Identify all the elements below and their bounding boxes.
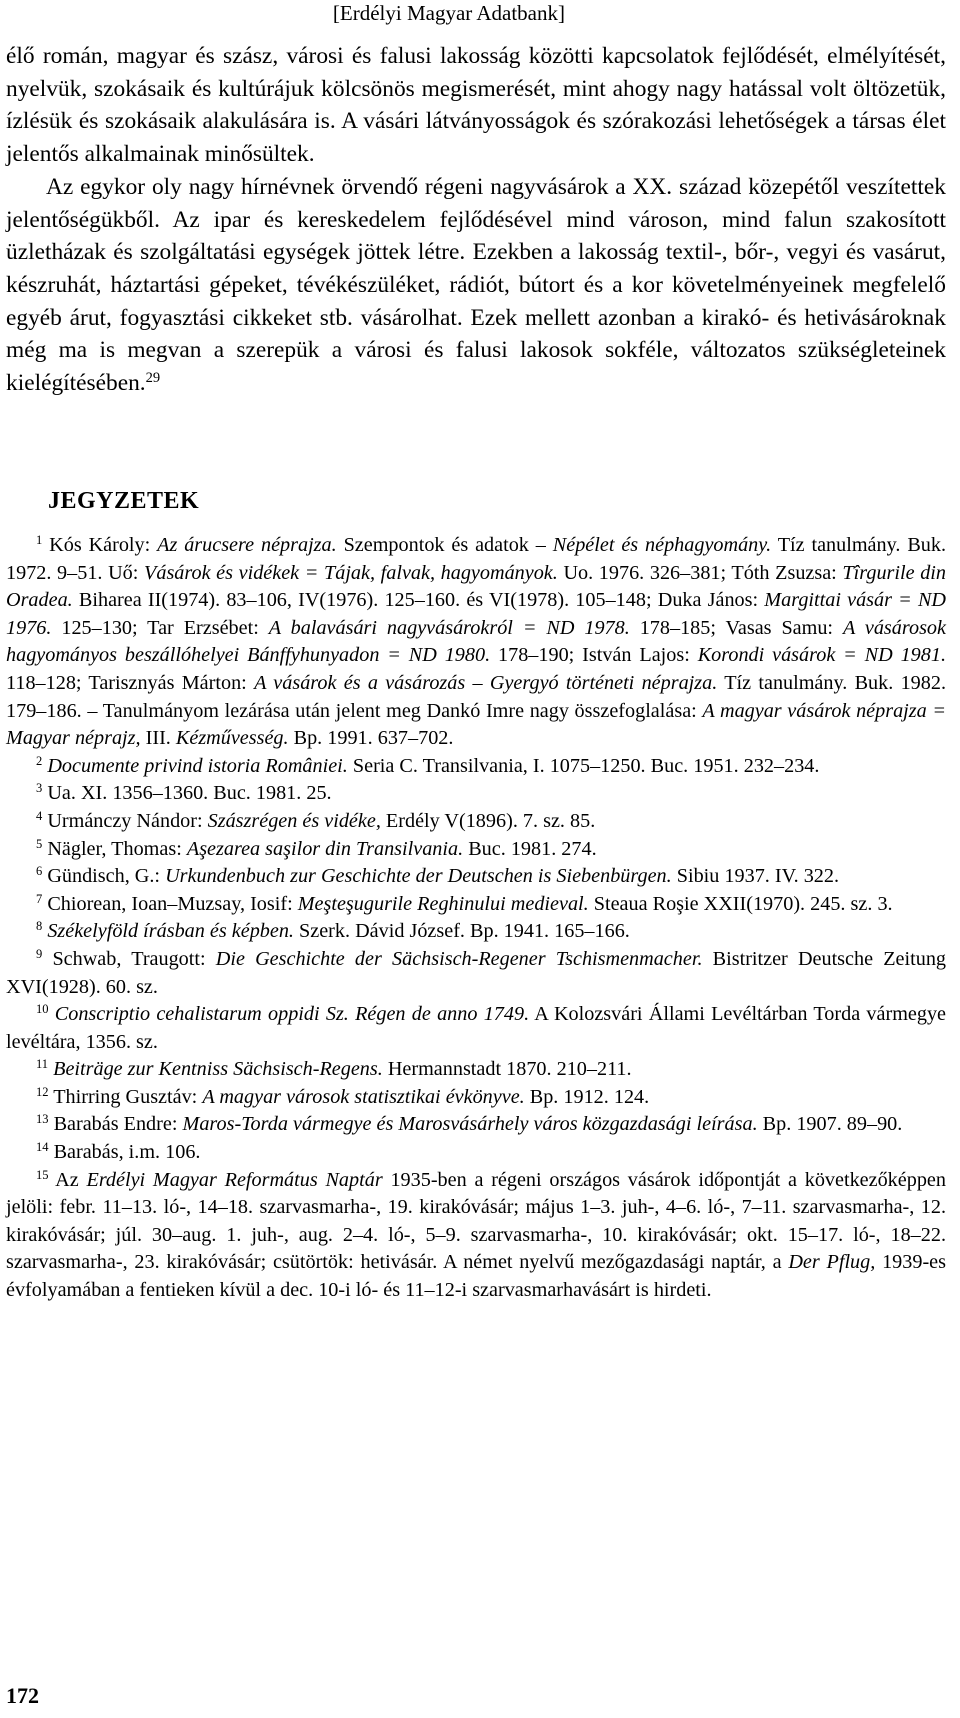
footnote-ref-29: 29 — [145, 370, 161, 387]
note-text: Seria C. Transilvania, I. 1075–1250. Buc. 1951. 232–234. — [347, 754, 820, 777]
note-number: 9 — [36, 947, 43, 962]
note-7 — [6, 891, 946, 919]
note-title: A magyar városok statisztikai évkönyve. — [202, 1085, 525, 1108]
note-15 — [6, 1167, 946, 1305]
note-title: Vásárok és vidékek = Tájak, falvak, hagyományok. — [144, 561, 558, 584]
note-text: Schwab, Traugott: — [52, 947, 216, 970]
note-text: Bistritzer Deutsche Zeitung XVI(1928). 60. sz. — [6, 947, 947, 998]
note-text: Bp. 1991. 637–702. — [288, 727, 454, 750]
note-title: Aşezarea saşilor din Transilvania. — [186, 837, 464, 860]
note-text: A Kolozsvári Állami Levéltárban Torda vármegye levéltára, 1356. sz. — [6, 1003, 946, 1053]
note-title: Szászrégen és vidéke, — [207, 809, 381, 832]
note-8 — [6, 918, 946, 946]
note-text: Steaua Roşie XXII(1970). 245. sz. 3. — [588, 892, 893, 915]
note-text: Bp. 1907. 89–90. — [757, 1113, 903, 1136]
note-text: 1939-es évfolyamában a fentieken kívül a dec. 10-i ló- és 11–12-i szarvasmarhavásárt is hirdeti. — [6, 1251, 946, 1302]
page-header: [Erdélyi Magyar Adatbank] — [332, 1, 565, 25]
notes-heading: JEGYZETEK — [48, 488, 200, 514]
note-text: Tíz tanulmány. Buk. 1972. 9–51. Uő: — [6, 534, 947, 584]
note-number: 4 — [36, 809, 43, 824]
note-title: A balavásári nagyvásárokról = ND 1978. — [268, 616, 630, 639]
note-9 — [6, 946, 946, 1001]
note-title: Die Geschichte der Sächsisch-Regener Tschismenmacher. — [215, 947, 703, 970]
note-text: III. — [140, 727, 176, 750]
note-text: Biharea II(1974). 83–106, IV(1976). 125–160. és VI(1978). 105–148; Duka János: — [72, 589, 765, 612]
note-text: Thirring Gusztáv: — [53, 1085, 203, 1108]
note-title: Meşteşugurile Reghinului medieval. — [297, 892, 589, 915]
note-11 — [6, 1056, 946, 1084]
note-text: Buc. 1981. 274. — [463, 837, 597, 860]
note-text: Gündisch, G.: — [47, 865, 166, 888]
note-number: 12 — [36, 1085, 49, 1099]
note-title: Margittai vásár = ND 1976. — [6, 589, 946, 639]
note-title: Conscriptio cehalistarum oppidi Sz. Régen de anno 1749. — [54, 1003, 530, 1026]
note-number: 3 — [36, 781, 43, 796]
note-text: Az — [55, 1168, 87, 1191]
note-6 — [6, 863, 946, 891]
note-2 — [6, 753, 946, 781]
note-number: 15 — [36, 1167, 49, 1182]
note-number: 7 — [36, 891, 43, 906]
note-12 — [6, 1084, 946, 1112]
note-text: Ua. XI. 1356–1360. Buc. 1981. 25. — [47, 782, 332, 805]
note-text: Urmánczy Nándor: — [47, 809, 208, 832]
paragraph-2-text: Az egykor oly nagy hírnévnek örvendő régeni nagyvásárok a XX. század közepétől veszítettek jelentőségükből. Az ipar és kereskedelem fejlődésével mind városon, mind falun szakosított üzletházak és szolgáltatási egységek jöttek létre. Ezekben a lakosság textil-, bőr-, vegyi és vasárut, készruhát, háztartási gépeket, tévékészüléket, rádiót, bútort és a kor követelményeinek megfelelő egyéb árut, fogyasztási cikkeket stb. vásárolhat. Ezek mellett azonban a kirakó- és hetivásároknak még ma is megvan a szerepük a városi és falusi lakosok sokféle, változatos szükségleteinek kielégítésében. — [6, 173, 946, 397]
note-text: Bp. 1912. 124. — [524, 1085, 650, 1108]
note-number: 5 — [36, 836, 43, 851]
note-text: 118–128; Tarisznyás Márton: — [6, 671, 255, 694]
note-number: 2 — [36, 753, 43, 768]
note-13 — [6, 1111, 946, 1139]
note-number: 13 — [36, 1112, 49, 1127]
note-title: Urkundenbuch zur Geschichte der Deutschen is Siebenbürgen. — [165, 865, 672, 888]
note-14 — [6, 1139, 946, 1167]
note-text: Tíz tanulmány. Buk. 1982. 179–186. – Tanulmányom lezárása után jelent meg Dankó Imre nagy összefoglalása: — [6, 671, 946, 722]
note-text: Sibiu 1937. IV. 322. — [671, 865, 840, 888]
note-title: Beiträge zur Kentniss Sächsisch-Regens. — [53, 1058, 383, 1081]
note-text: 178–190; István Lajos: — [490, 644, 698, 667]
note-title: A magyar vásárok néprajza = Magyar néprajz, — [6, 699, 946, 750]
note-text: Kós Károly: — [49, 534, 158, 556]
note-3 — [6, 780, 946, 808]
note-number: 14 — [36, 1140, 49, 1155]
note-title: Korondi vásárok = ND 1981. — [697, 644, 947, 667]
note-text: Barabás, i.m. 106. — [53, 1141, 201, 1164]
note-1 — [6, 532, 946, 753]
note-title: Székelyföld írásban és képben. — [47, 920, 294, 943]
note-text: Uo. 1976. 326–381; Tóth Zsuzsa: — [557, 561, 843, 584]
note-title: A vásárok és a vásározás – Gyergyó történeti néprajza. — [254, 671, 718, 694]
note-text: 1935-ben a régeni országos vásárok időpontját a következőképpen jelöli: febr. 11–13. ló-, 14–18. szarvasmarha-, 19. kirakóvásár; május 1–3. juh-, 4–6. ló-, 7–11. szarvasmarha-, 12. kirakóvásár; júl. 30–aug. 1. juh-, aug. 2–4. ló-, 5–9. szarvasmarha-, 10. kirakóvásár; okt. 15–17. ló-, 18–22. szarvasmarha-, 23. kirakóvásár; csütörtök: hetivásár. A német nyelvű mezőgazdasági naptár, a — [6, 1168, 946, 1274]
note-title: Der Pflug, — [788, 1251, 876, 1274]
note-number: 10 — [36, 1002, 49, 1017]
note-number: 8 — [36, 919, 43, 934]
note-number: 1 — [36, 533, 43, 548]
note-text: 125–130; Tar Erzsébet: — [51, 616, 269, 639]
note-text: Szempontok és adatok — [336, 534, 536, 556]
note-title: Az árucsere néprajza. — [157, 534, 337, 556]
paragraph-1: élő román, magyar és szász, városi és falusi lakosság közötti kapcsolatok fejlődését, elmélyítését, nyelvük, szokásaik és kultúrájuk kölcsönös megismerését, mint ahogy nagy hatással volt öltözetük, ízlésük és szokásaik alakulására is. A vásári látványosságok és szórakozási lehetőségek a társas élet jelentős alkalmainak minősültek. — [6, 43, 946, 168]
paragraph-2 — [6, 171, 946, 400]
note-title: Maros-Torda vármegye és Marosvásárhely város közgazdasági leírása. — [182, 1113, 758, 1136]
note-text: 178–185; Vasas Samu: — [629, 616, 843, 639]
note-text: Szerk. Dávid József. Bp. 1941. 165–166. — [293, 920, 630, 943]
note-title: – Népélet és néphagyomány. — [535, 534, 772, 556]
main-text — [6, 40, 946, 400]
note-5 — [6, 836, 946, 864]
note-title: Tîrgurile din Oradea. — [6, 561, 947, 612]
note-text: Chiorean, Ioan–Muzsay, Iosif: — [47, 892, 298, 915]
note-title: Documente privind istoria României. — [47, 754, 348, 777]
note-text: Nägler, Thomas: — [47, 837, 187, 860]
note-number: 11 — [36, 1057, 49, 1072]
note-title: Erdélyi Magyar Református Naptár — [86, 1168, 383, 1191]
note-text: Erdély V(1896). 7. sz. 85. — [380, 809, 596, 832]
note-4 — [6, 808, 946, 836]
note-number: 6 — [36, 864, 43, 879]
page-number: 172 — [6, 1683, 39, 1708]
note-10 — [6, 1001, 946, 1056]
notes-list — [6, 532, 946, 1305]
note-text: Hermannstadt 1870. 210–211. — [382, 1058, 632, 1081]
note-title: Kézművesség. — [175, 727, 289, 750]
note-title: A vásárosok hagyományos beszállóhelyei Bánffyhunyadon = ND 1980. — [6, 616, 946, 667]
note-text: Barabás Endre: — [53, 1113, 183, 1136]
